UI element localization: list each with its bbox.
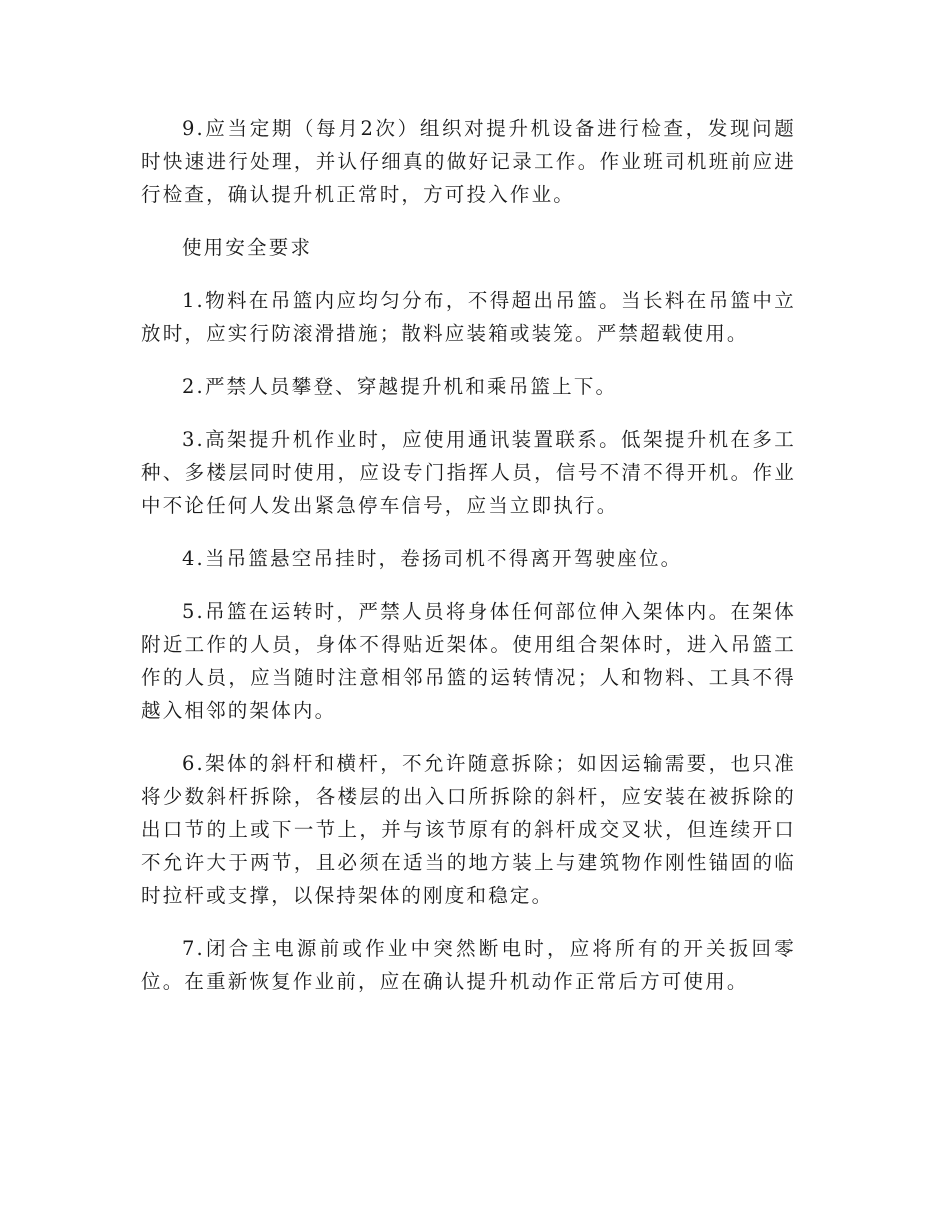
section-heading: 使用安全要求: [181, 236, 313, 259]
paragraph-item-2: 2.严禁人员攀登、穿越提升机和乘吊篮上下。: [181, 375, 618, 398]
paragraph-item-4: 4.当吊篮悬空吊挂时，卷扬司机不得离开驾驶座位。: [181, 547, 683, 570]
paragraph-item-1: 1.物料在吊篮内应均匀分布，不得超出吊篮。当长料在吊篮中立放时，应实行防滚滑措施；散料应装箱或装笼。严禁超载使用。: [141, 289, 796, 345]
paragraph-item-7: 7.闭合主电源前或作业中突然断电时，应将所有的开关扳回零位。在重新恢复作业前，应在确认提升机动作正常后方可使用。: [141, 937, 796, 993]
paragraph-item-5: 5.吊篮在运转时，严禁人员将身体任何部位伸入架体内。在架体附近工作的人员，身体不得贴近架体。使用组合架体时，进入吊篮工作的人员，应当随时注意相邻吊篮的运转情况；人和物料、工具不得越入相邻的架体内。: [141, 600, 796, 722]
paragraph-item-9: 9.应当定期（每月2次）组织对提升机设备进行检查，发现问题时快速进行处理，并认仔细真的做好记录工作。作业班司机班前应进行检查，确认提升机正常时，方可投入作业。: [141, 117, 796, 206]
paragraph-item-3: 3.高架提升机作业时，应使用通讯装置联系。低架提升机在多工种、多楼层同时使用，应设专门指挥人员，信号不清不得开机。作业中不论任何人发出紧急停车信号，应当立即执行。: [141, 428, 796, 517]
paragraph-item-6: 6.架体的斜杆和横杆，不允许随意拆除；如因运输需要，也只准将少数斜杆拆除，各楼层的出入口所拆除的斜杆，应安装在被拆除的出口节的上或下一节上，并与该节原有的斜杆成交叉状，但连续开口不允许大于两节，且必须在适当的地方装上与建筑物作刚性锚固的临时拉杆或支撑，以保持架体的刚度和稳定。: [141, 752, 796, 907]
document-body: [141, 112, 796, 1018]
